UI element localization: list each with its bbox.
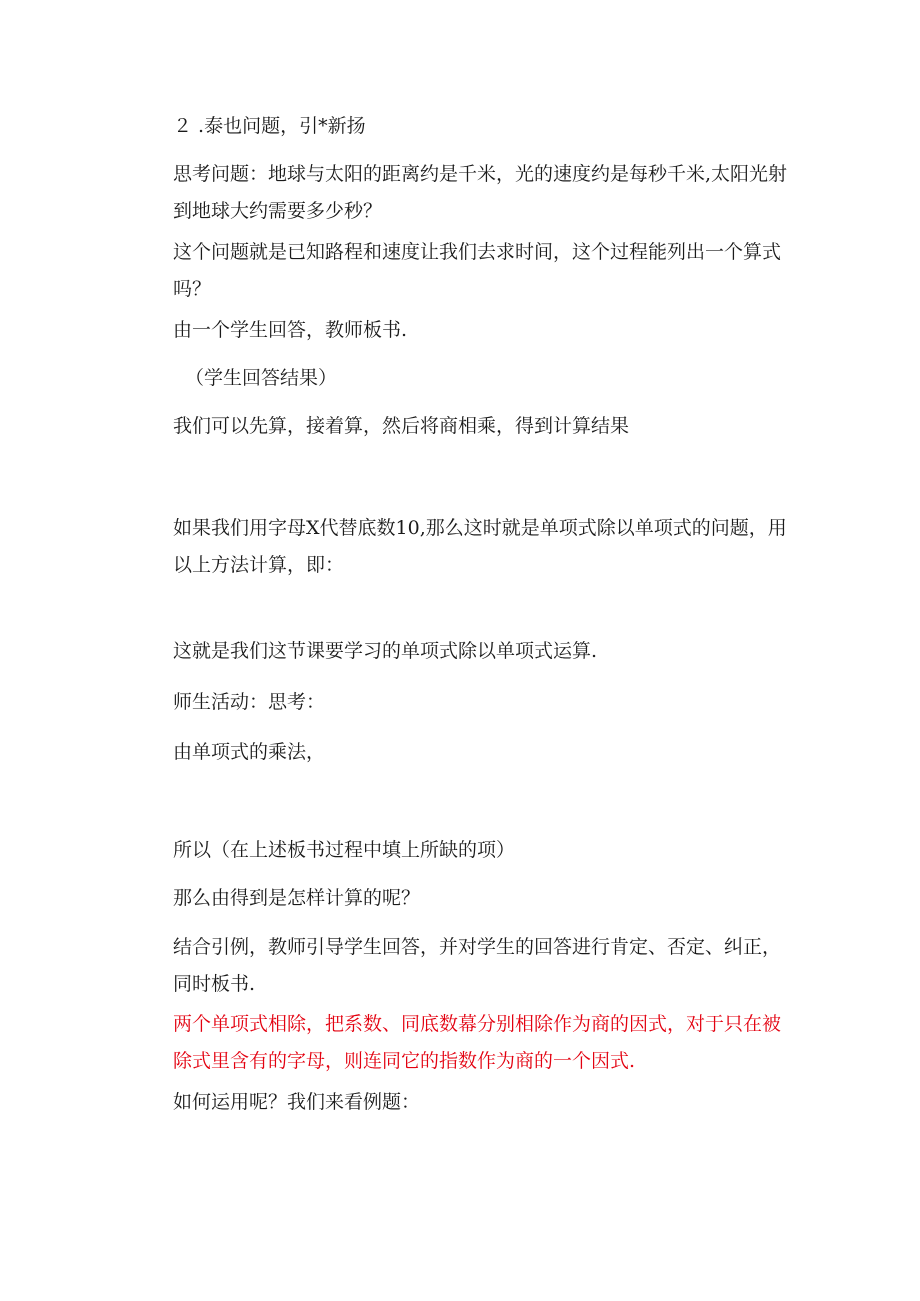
paragraph-question-formula: 这个问题就是已知路程和速度让我们去求时间，这个过程能列出一个算式吗？	[173, 241, 782, 300]
paragraph-teacher-guidance: 结合引例，教师引导学生回答，并对学生的回答进行肯定、否定、纠正，同时板书.	[173, 936, 782, 995]
section-heading: ２ .泰也问题，引*新扬	[173, 115, 366, 137]
paragraph-activity: 师生活动：思考：	[173, 691, 326, 713]
paragraph-student-answer: 由一个学生回答，教师板书.	[173, 319, 408, 341]
paragraph-multiplication: 由单项式的乘法，	[173, 741, 326, 763]
paragraph-how-calculated: 那么由得到是怎样计算的呢？	[173, 887, 421, 909]
division-rule: 两个单项式相除，把系数、同底数幕分别相除作为商的因式，对于只在被除式里含有的字母，则连同它的指数作为商的一个因式.	[173, 1013, 782, 1072]
thinking-question: 思考问题：地球与太阳的距离约是千米，光的速度约是每秒千米,太阳光射到地球大约需要多少秒？	[173, 163, 788, 222]
paragraph-example-intro: 如何运用呢？我们来看例题：	[173, 1091, 421, 1113]
paragraph-calculation: 我们可以先算，接着算，然后将商相乘，得到计算结果	[173, 415, 630, 437]
paragraph-substitution: 如果我们用字母X代替底数10,那么这时就是单项式除以单项式的问题，用以上方法计算，即：	[173, 517, 787, 576]
paragraph-student-result: （学生回答结果）	[185, 367, 338, 389]
paragraph-fill-in: 所以（在上述板书过程中填上所缺的项）	[173, 839, 516, 861]
paragraph-lesson-topic: 这就是我们这节课要学习的单项式除以单项式运算.	[173, 640, 598, 662]
